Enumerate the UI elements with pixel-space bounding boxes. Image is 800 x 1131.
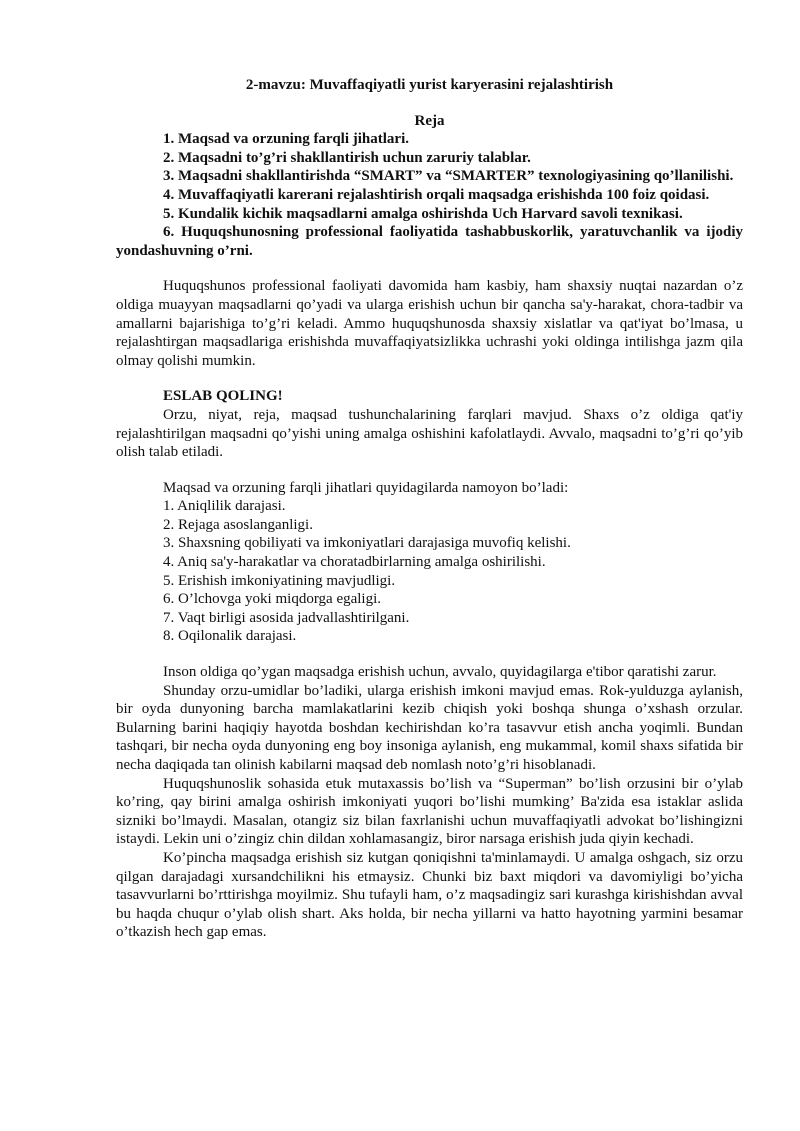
body-paragraph: Inson oldiga qo’ygan maqsadga erishish uchun, avvalo, quyidagilarga e'tibor qaratishi zarur. — [163, 664, 717, 681]
body-paragraph: Shunday orzu-umidlar bo’ladiki, ularga erishish imkoni mavjud emas. Rok-yulduzga aylanish, bir oyda dunyoning barcha mamlakatlarini kezib chiqish yoki boshqa shunga o’xshash orzular. Bularning barini haqiqiy hayotda boshdan kechirishdan ko’ra tasavvur etish ancha yoqimli. Bundan tashqari, bir necha oyda dunyoning eng boy insoniga aylanish, eng mukammal, komil shaxs sifatida bir necha daqiqada tan olinish kabilarni maqsad deb nomlash noto’g’ri hisoblanadi. — [116, 682, 743, 773]
plan-item: 5. Kundalik kichik maqsadlarni amalga oshirishda Uch Harvard savoli texnikasi. — [163, 205, 683, 222]
plan-item: 1. Maqsad va orzuning farqli jihatlari. — [163, 131, 409, 148]
list-item: 5. Erishish imkoniyatining mavjudligi. — [163, 572, 396, 589]
body-paragraph: Ko’pincha maqsadga erishish siz kutgan qoniqishni ta'minlamaydi. U amalga oshgach, siz orzu qilgan darajadagi xursandchilikni his etmaysiz. Chunki biz baxt miqdori va davomiyligi bo’yicha tasavvurlarni bo’rttirishga moyilmiz. Shu tufayli ham, o’z maqsadingiz sari kurashga kirishishdan avval bu haqda chuqur o’ylab olish shart. Aks holda, bir necha yillarni va hatto hayotning yarmini besamar o’tkazish hech gap emas. — [116, 849, 743, 941]
spacer — [116, 462, 743, 479]
spacer — [116, 370, 743, 387]
list-item: 1. Aniqlilik darajasi. — [163, 498, 286, 515]
list-item: 4. Aniq sa'y-harakatlar va choratadbirlarning amalga oshirilishi. — [163, 554, 546, 571]
list-item: 2. Rejaga asoslanganligi. — [163, 516, 313, 533]
list-item: 8. Oqilonalik darajasi. — [163, 628, 297, 645]
plan-item: 4. Muvaffaqiyatli karerani rejalashtirish orqali maqsadga erishishda 100 foiz qoidasi. — [163, 186, 710, 203]
body-paragraph: Huquqshunoslik sohasida etuk mutaxassis bo’lish va “Superman” bo’lish orzusini bir o’ylab ko’ring, qay birini amalga oshirish imkoniyati yuqori bo’lishi mumking’ Ba'zida esa istaklar aslida sizniki bo’lmaydi. Masalan, otangiz siz bilan faxrlanishi uchun muvaffaqiyatli advokat bo’lishingizni istaydi. Lekin uni o’zingiz chin dildan xohlamasangiz, biror narsaga erishish juda qiyin kechadi. — [116, 775, 743, 848]
plan-item: 3. Maqsadni shakllantirishda “SMART” va “SMARTER” texnologiyasining qo’llanilishi. — [163, 168, 734, 185]
document-title: 2-mavzu: Muvaffaqiyatli yurist karyerasini rejalashtirish — [245, 77, 614, 93]
list-item: 6. O’lchovga yoki miqdorga egaligi. — [163, 591, 382, 608]
plan-heading: Reja — [414, 112, 445, 129]
plan-item: 2. Maqsadni to’g’ri shakllantirish uchun zaruriy talablar. — [163, 149, 531, 166]
spacer — [116, 260, 743, 277]
list-item: 7. Vaqt birligi asosida jadvallashtirilgani. — [163, 609, 410, 626]
plan-item: 6. Huquqshunosning professional faoliyatida tashabbuskorlik, yaratuvchanlik va ijodiy yondashuvning o’rni. — [116, 224, 743, 259]
intro-paragraph: Huquqshunos professional faoliyati davomida ham kasbiy, ham shaxsiy nuqtai nazardan o’z oldiga muayyan maqsadlarni qo’yadi va ularga erishish uchun bir qancha sa'y-harakat, chora-tadbir va amallarni bajarishiga to’g’ri keladi. Ammo huquqshunosda shaxsiy xislatlar va qat'iyat bo’lmasa, u rejalashtirgan maqsadlariga erishishda muvaffaqiyatsizlikka uchrashi yoki oldinga intilishga jazm qila olmay qolishi mumkin. — [116, 278, 743, 369]
document-page — [116, 76, 743, 942]
remember-heading: ESLAB QOLING! — [163, 388, 283, 405]
remember-paragraph: Orzu, niyat, reja, maqsad tushunchalarining farqlari mavjud. Shaxs o’z oldiga qat'iy rejalashtirilgan maqsadni qo’yishi uning amalga oshishini kafolatlaydi. Avvalo, maqsadni to’g’ri qo’yib olish talab etiladi. — [116, 406, 743, 461]
list-item: 3. Shaxsning qobiliyati va imkoniyatlari darajasiga muvofiq kelishi. — [163, 535, 571, 552]
list-intro: Maqsad va orzuning farqli jihatlari quyidagilarda namoyon bo’ladi: — [163, 479, 569, 496]
spacer — [116, 646, 743, 663]
